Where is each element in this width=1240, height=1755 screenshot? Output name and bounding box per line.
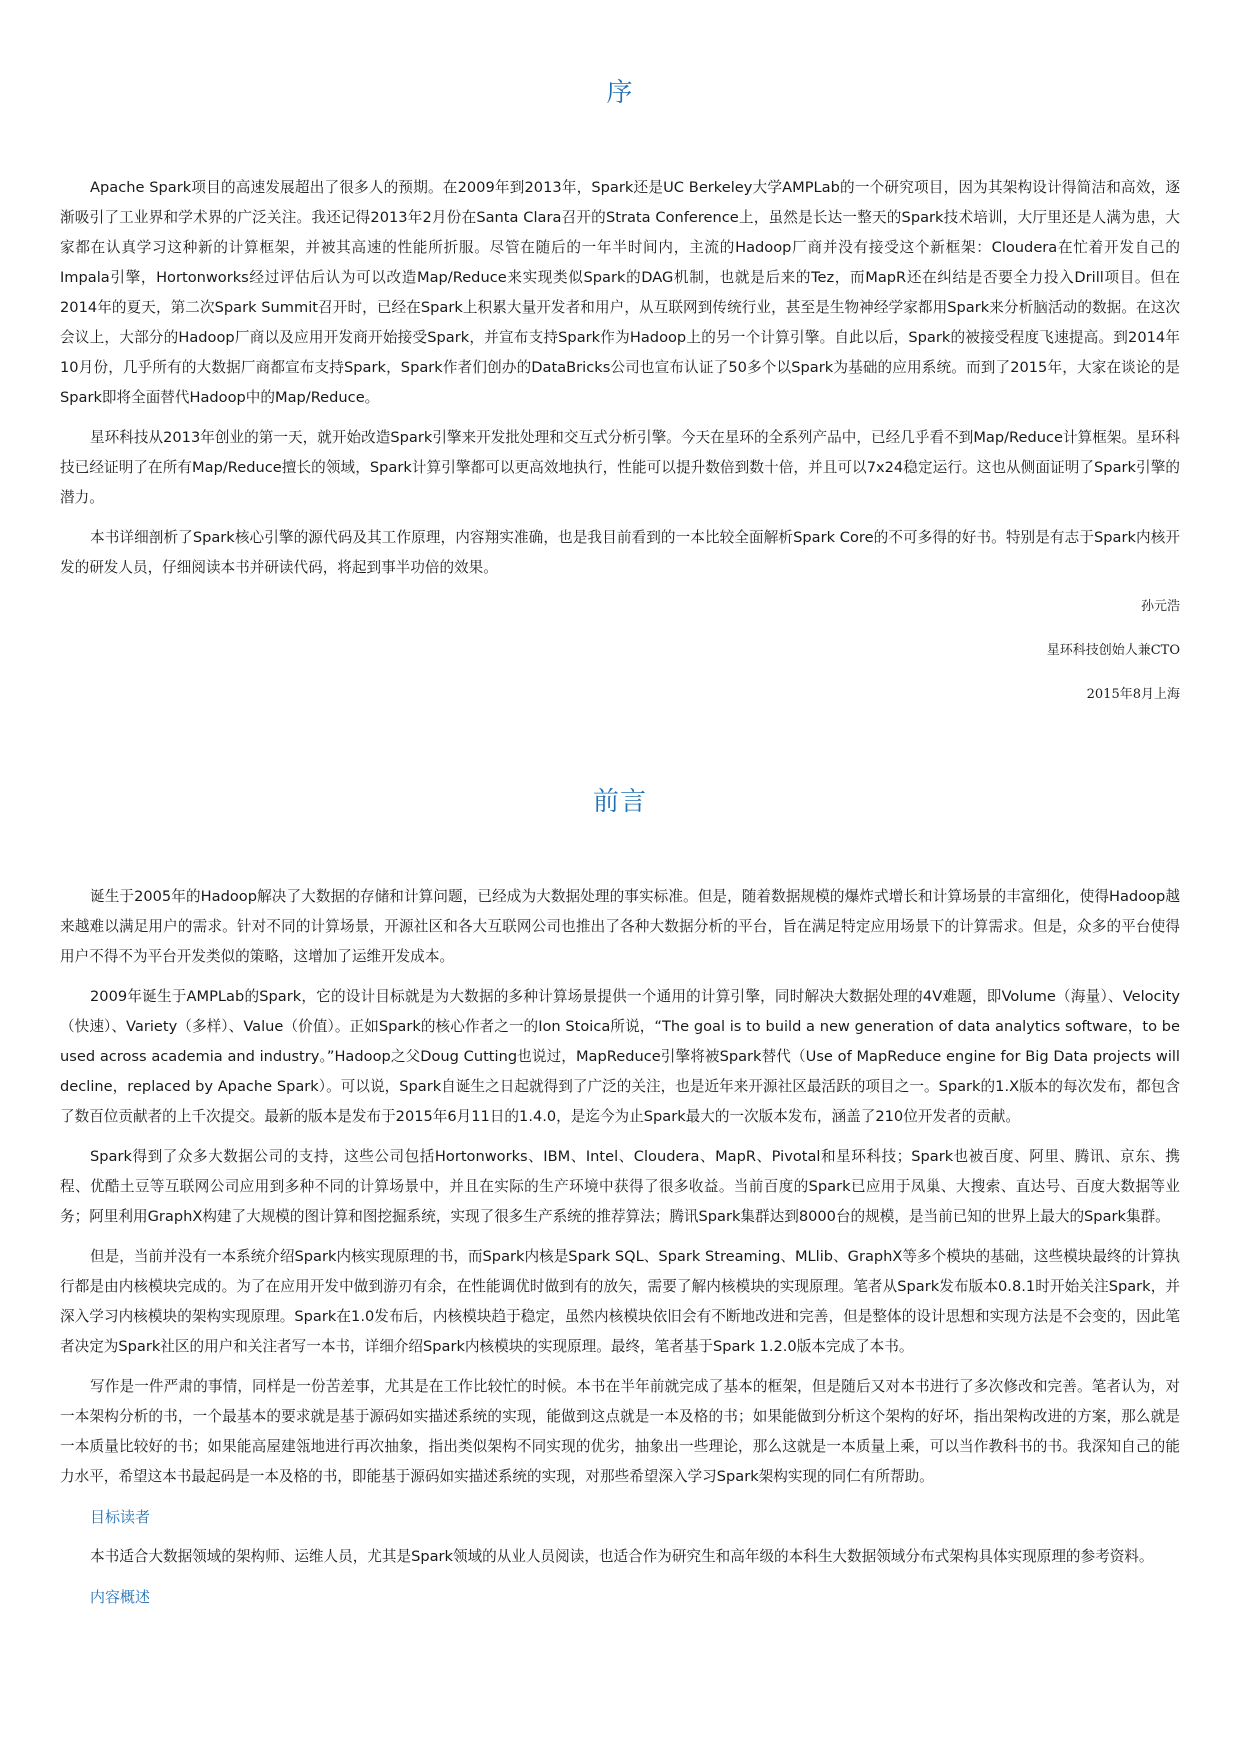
foreword-paragraph: 但是，当前并没有一本系统介绍Spark内核实现原理的书，而Spark内核是Spark SQL、Spark Streaming、MLlib、GraphX等多个模块的基础，这些模块最终的计算执行都是由内核模块完成的。为了在应用开发中做到游刃有余，在性能调优时做到有的放矢，需要了解内核模块的实现原理。笔者从Spark发布版本0.8.1时开始关注Spark，并深入学习内核模块的架构实现原理。Spark在1.0发布后，内核模块趋于稳定，虽然内核模块依旧会有不断地改进和完善，但是整体的设计思想和实现方法是不会变的，因此笔者决定为Spark社区的用户和关注者写一本书，详细介绍Spark内核模块的实现原理。最终，笔者基于Spark 1.2.0版本完成了本书。 <box>60 1248 1180 1355</box>
preface-title: 序 <box>606 78 634 108</box>
section-heading-content-overview: 内容概述 <box>90 1588 151 1606</box>
preface-paragraph: 星环科技从2013年创业的第一天，就开始改造Spark引擎来开发批处理和交互式分析引擎。今天在星环的全系列产品中，已经几乎看不到Map/Reduce计算框架。星环科技已经证明了在所有Map/Reduce擅长的领域，Spark计算引擎都可以更高效地执行，性能可以提升数倍到数十倍，并且可以7x24稳定运行。这也从侧面证明了Spark引擎的潜力。 <box>60 429 1180 506</box>
signature-date-place: 2015年8月上海 <box>1086 687 1180 702</box>
section-heading-target-readers: 目标读者 <box>90 1508 151 1526</box>
signature-role: 星环科技创始人兼CTO <box>1046 643 1180 658</box>
signature-name: 孙元浩 <box>1140 599 1180 614</box>
preface-paragraph: Apache Spark项目的高速发展超出了很多人的预期。在2009年到2013年，Spark还是UC Berkeley大学AMPLab的一个研究项目，因为其架构设计得简洁和高效，逐渐吸引了工业界和学术界的广泛关注。我还记得2013年2月份在Santa Clara召开的Strata Conference上，虽然是长达一整天的Spark技术培训，大厅里还是人满为患，大家都在认真学习这种新的计算框架，并被其高速的性能所折服。尽管在随后的一年半时间内，主流的Hadoop厂商并没有接受这个新框架：Cloudera在忙着开发自己的Impala引擎，Hortonworks经过评估后认为可以改造Map/Reduce来实现类似Spark的DAG机制，也就是后来的Tez，而MapR还在纠结是否要全力投入Drill项目。但在2014年的夏天，第二次Spark Summit召开时，已经在Spark上积累大量开发者和用户，从互联网到传统行业，甚至是生物神经学家都用Spark来分析脑活动的数据。在这次会议上，大部分的Hadoop厂商以及应用开发商开始接受Spark，并宣布支持Spark作为Hadoop上的另一个计算引擎。自此以后，Spark的被接受程度飞速提高。到2014年10月份，几乎所有的大数据厂商都宣布支持Spark，Spark作者们创办的DataBricks公司也宣布认证了50多个以Spark为基础的应用系统。而到了2015年，大家在谈论的是Spark即将全面替代Hadoop中的Map/Reduce。 <box>60 179 1180 406</box>
foreword-paragraph: 诞生于2005年的Hadoop解决了大数据的存储和计算问题，已经成为大数据处理的事实标准。但是，随着数据规模的爆炸式增长和计算场景的丰富细化，使得Hadoop越来越难以满足用户的需求。针对不同的计算场景，开源社区和各大互联网公司也推出了各种大数据分析的平台，旨在满足特定应用场景下的计算需求。但是，众多的平台使得用户不得不为平台开发类似的策略，这增加了运维开发成本。 <box>60 888 1180 965</box>
section-text-target-readers: 本书适合大数据领域的架构师、运维人员，尤其是Spark领域的从业人员阅读，也适合作为研究生和高年级的本科生大数据领域分布式架构具体实现原理的参考资料。 <box>90 1548 1154 1565</box>
foreword-paragraph: 写作是一件严肃的事情，同样是一份苦差事，尤其是在工作比较忙的时候。本书在半年前就完成了基本的框架，但是随后又对本书进行了多次修改和完善。笔者认为，对一本架构分析的书，一个最基本的要求就是基于源码如实描述系统的实现，能做到这点就是一本及格的书；如果能做到分析这个架构的好坏，指出架构改进的方案，那么就是一本质量比较好的书；如果能高屋建瓴地进行再次抽象，指出类似架构不同实现的优劣，抽象出一些理论，那么这就是一本质量上乘，可以当作教科书的书。我深知自己的能力水平，希望这本书最起码是一本及格的书，即能基于源码如实描述系统的实现，对那些希望深入学习Spark架构实现的同仁有所帮助。 <box>60 1378 1180 1485</box>
foreword-paragraph: Spark得到了众多大数据公司的支持，这些公司包括Hortonworks、IBM、Intel、Cloudera、MapR、Pivotal和星环科技；Spark也被百度、阿里、腾讯、京东、携程、优酷土豆等互联网公司应用到多种不同的计算场景中，并且在实际的生产环境中获得了很多收益。当前百度的Spark已应用于凤巢、大搜索、直达号、百度大数据等业务；阿里利用GraphX构建了大规模的图计算和图挖掘系统，实现了很多生产系统的推荐算法；腾讯Spark集群达到8000台的规模，是当前已知的世界上最大的Spark集群。 <box>60 1148 1180 1225</box>
document-page <box>60 0 1180 1622</box>
foreword-title: 前言 <box>592 787 647 817</box>
preface-paragraph: 本书详细剖析了Spark核心引擎的源代码及其工作原理，内容翔实准确，也是我目前看到的一本比较全面解析Spark Core的不可多得的好书。特别是有志于Spark内核开发的研发人员，仔细阅读本书并研读代码，将起到事半功倍的效果。 <box>60 529 1180 576</box>
foreword-paragraph: 2009年诞生于AMPLab的Spark，它的设计目标就是为大数据的多种计算场景提供一个通用的计算引擎，同时解决大数据处理的4V难题，即Volume（海量）、Velocity（快速）、Variety（多样）、Value（价值）。正如Spark的核心作者之一的Ion Stoica所说，“The goal is to build a new generation of data analytics software，to be used across academia and industry。”Hadoop之父Doug Cutting也说过，MapReduce引擎将被Spark替代（Use of MapReduce engine for Big Data projects will decline，replaced by Apache Spark）。可以说，Spark自诞生之日起就得到了广泛的关注，也是近年来开源社区最活跃的项目之一。Spark的1.X版本的每次发布，都包含了数百位贡献者的上千次提交。最新的版本是发布于2015年6月11日的1.4.0，是迄今为止Spark最大的一次版本发布，涵盖了210位开发者的贡献。 <box>60 988 1180 1125</box>
